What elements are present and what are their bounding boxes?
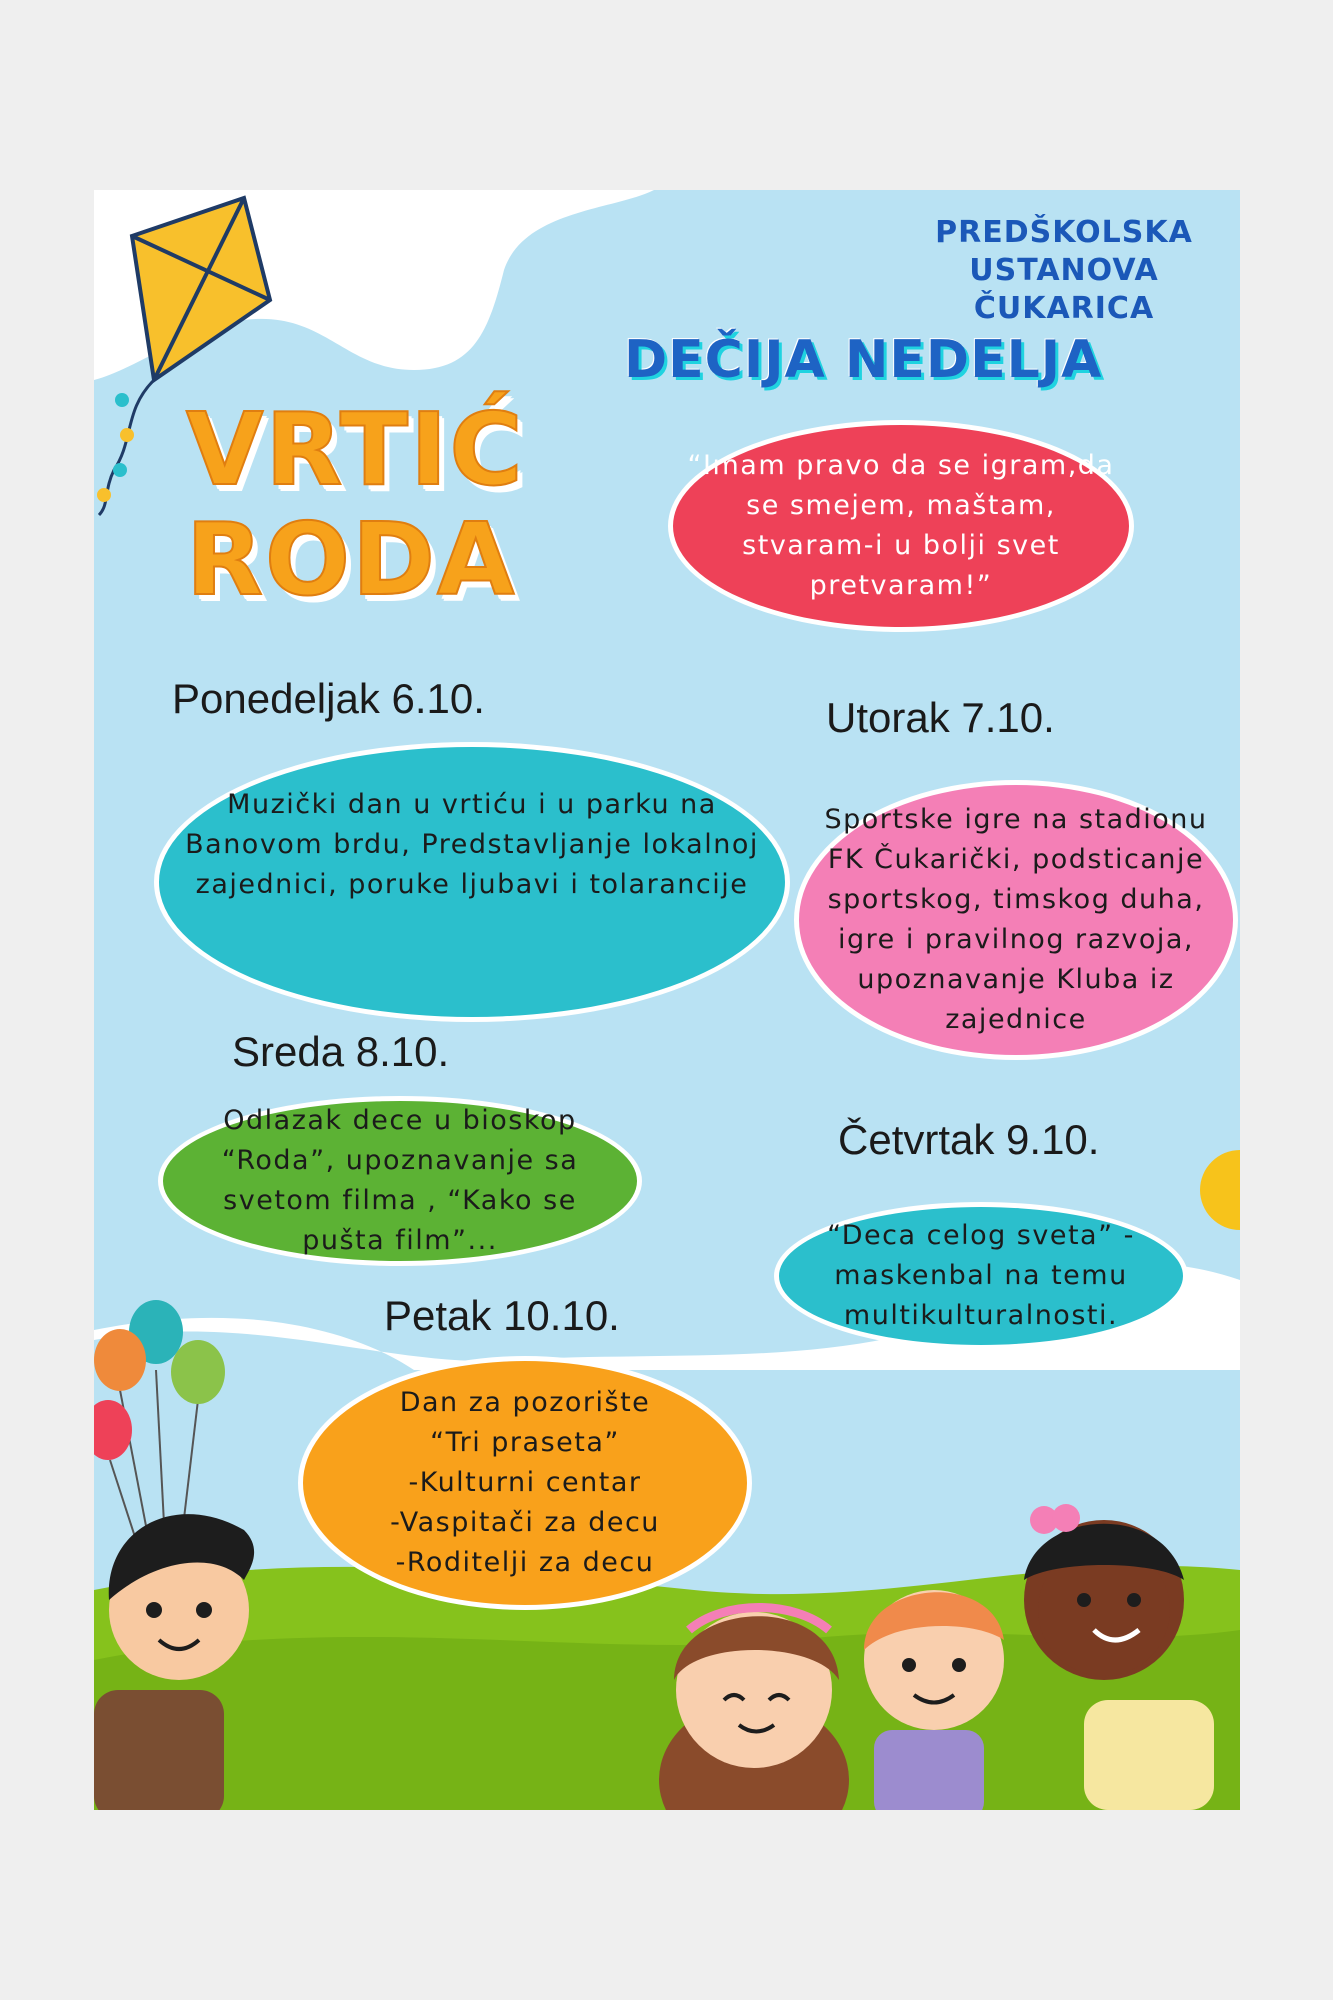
quote-bubble — [668, 420, 1134, 632]
event-title: DEČIJA NEDELJA — [624, 330, 1103, 390]
poster — [94, 190, 1240, 1810]
day-wednesday-title: Sreda 8.10. — [232, 1028, 450, 1075]
quote-text: “Imam pravo da se igram,da se smejem, maštam, stvaram-i u bolji svet pretvaram!” — [687, 450, 1115, 601]
day-thursday-bubble — [774, 1202, 1188, 1350]
children-illustration — [94, 1490, 1240, 1810]
day-friday-title: Petak 10.10. — [384, 1292, 620, 1339]
day-tuesday-title: Utorak 7.10. — [826, 694, 1055, 741]
day-wednesday-bubble — [158, 1096, 642, 1266]
day-tuesday-text: Sportske igre na stadionu FK Čukarički, podsticanje sportskog, timskog duha, igre i pravilnog razvoja, upoznavanje Kluba iz zajednice — [824, 804, 1208, 1035]
day-monday-title: Ponedeljak 6.10. — [172, 675, 485, 722]
kindergarten-name-line2: RODA — [186, 501, 517, 618]
day-thursday-title: Četvrtak 9.10. — [838, 1116, 1100, 1163]
day-thursday-text: “Deca celog sveta” -maskenbal na temu multikulturalnosti. — [827, 1220, 1135, 1331]
day-wednesday-text: Odlazak dece u bioskop “Roda”, upoznavanje sa svetom filma , “Kako se pušta film”... — [221, 1105, 579, 1256]
kindergarten-name-line1: VRTIĆ — [186, 391, 525, 508]
sun-icon — [1200, 1150, 1240, 1230]
day-monday-bubble — [154, 742, 790, 1022]
institution-name: PREDŠKOLSKA USTANOVA ČUKARICA — [935, 215, 1193, 326]
day-friday-text: Dan za pozorište “Tri praseta” -Kulturni centar -Vaspitači za decu -Roditelji za decu — [390, 1387, 660, 1578]
day-tuesday-bubble — [794, 780, 1238, 1060]
day-monday-text: Muzički dan u vrtiću i u parku na Banovom brdu, Predstavljanje lokalnoj zajednici, poruke ljubavi i tolarancije — [185, 789, 759, 900]
